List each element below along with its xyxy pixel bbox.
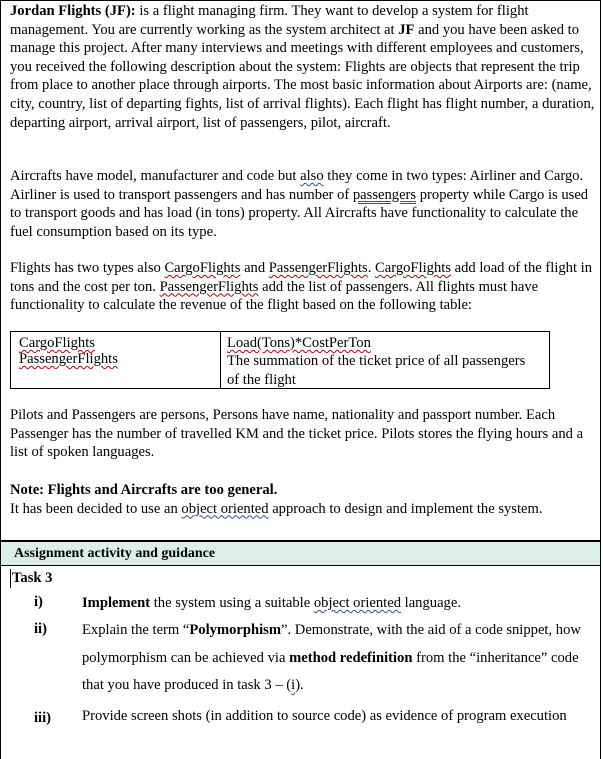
note-bold: Note: Flights and Aircrafts are too general. — [10, 482, 278, 498]
spell-mark-cargoflights: CargoFlights — [164, 260, 241, 276]
task-title: Task 3 — [12, 570, 53, 586]
spell-mark-passengerflights: PassengerFlights — [268, 260, 368, 276]
table-cell-cargo: CargoFlights — [19, 335, 95, 351]
task-item-polymorphism: Explain the term “Polymorphism”. Demonstrate, with the aid of a code snippet, how polymorphism can be achieved via method redefinition from the “inheritance” code that you have produced in task 3 – (i). — [82, 622, 581, 693]
note-paragraph: Note: Flights and Aircrafts are too general. It has been decided to use an object oriented approach to design and implement the system. — [10, 482, 543, 517]
grammar-mark-i: i — [291, 677, 296, 693]
table-divider — [220, 332, 221, 388]
spell-mark-passengerflights-2: PassengerFlights — [159, 278, 259, 295]
company-name: Jordan Flights (JF): — [10, 3, 136, 19]
flight-types-paragraph: Flights has two types also CargoFlights and PassengerFlights. CargoFlights add load of the flight in tons and the cost per ton. PassengerFlights add the list of passengers. All flights must have functionality to calculate the revenue of the flight based on the following table: — [10, 260, 593, 314]
item-number-i: i) — [34, 594, 43, 610]
intro-paragraph: Jordan Flights (JF): is a flight managing firm. They want to develop a system for flight management. You are currently working as the system architect at JF and you have been asked to manage this project. After many interviews and meetings with different employees and customers, you received the following description about the system: Flights are objects that represent the trip from place to another place through airports. The most basic information about Airports are: (name, city, country, list of departing fights, list of arrival flights). Each flight has flight number, a duration, departing airport, arrival airport, list of passengers, pilot, aircraft. — [10, 3, 595, 131]
text-cursor — [10, 569, 11, 588]
activity-header: Assignment activity and guidance — [1, 541, 600, 566]
item-number-ii: ii) — [34, 621, 47, 637]
persons-paragraph: Pilots and Passengers are persons, Persons have name, nationality and passport number. Each Passenger has the number of travelled KM and the ticket price. Pilots stores the flying hours and a list of spoken languages. — [10, 407, 584, 461]
grammar-mark-passengers: passengers — [352, 186, 417, 203]
aircraft-paragraph: Aircrafts have model, manufacturer and code but also they come in two types: Airliner and Cargo. Airliner is used to transport passengers and has number of passengers property while Cargo is used to transport goods and has load (in tons) property. All Aircrafts have functionality to calculate the fuel consumption based on its type. — [10, 168, 589, 240]
spell-mark-cargoflights-2: CargoFlights — [375, 260, 451, 276]
task-item-screenshots: Provide screen shots (in addition to source code) as evidence of program execution — [82, 708, 567, 724]
grammar-mark-object-oriented-2: object oriented — [313, 595, 401, 611]
table-cell-summation: The summation of the ticket price of all passengers of the flight — [227, 353, 526, 388]
grammar-mark-also: also — [300, 168, 324, 184]
revenue-table — [10, 331, 550, 389]
table-cell-formula: Load(Tons)*CostPerTon — [227, 335, 371, 351]
table-cell-passenger: PassengerFlights — [19, 351, 118, 367]
item-number-iii: iii) — [34, 710, 52, 726]
task-item-implement: Implement the system using a suitable object oriented language. — [82, 595, 461, 611]
grammar-mark-object-oriented: object oriented — [181, 500, 269, 517]
company-abbr: JF — [398, 21, 415, 38]
